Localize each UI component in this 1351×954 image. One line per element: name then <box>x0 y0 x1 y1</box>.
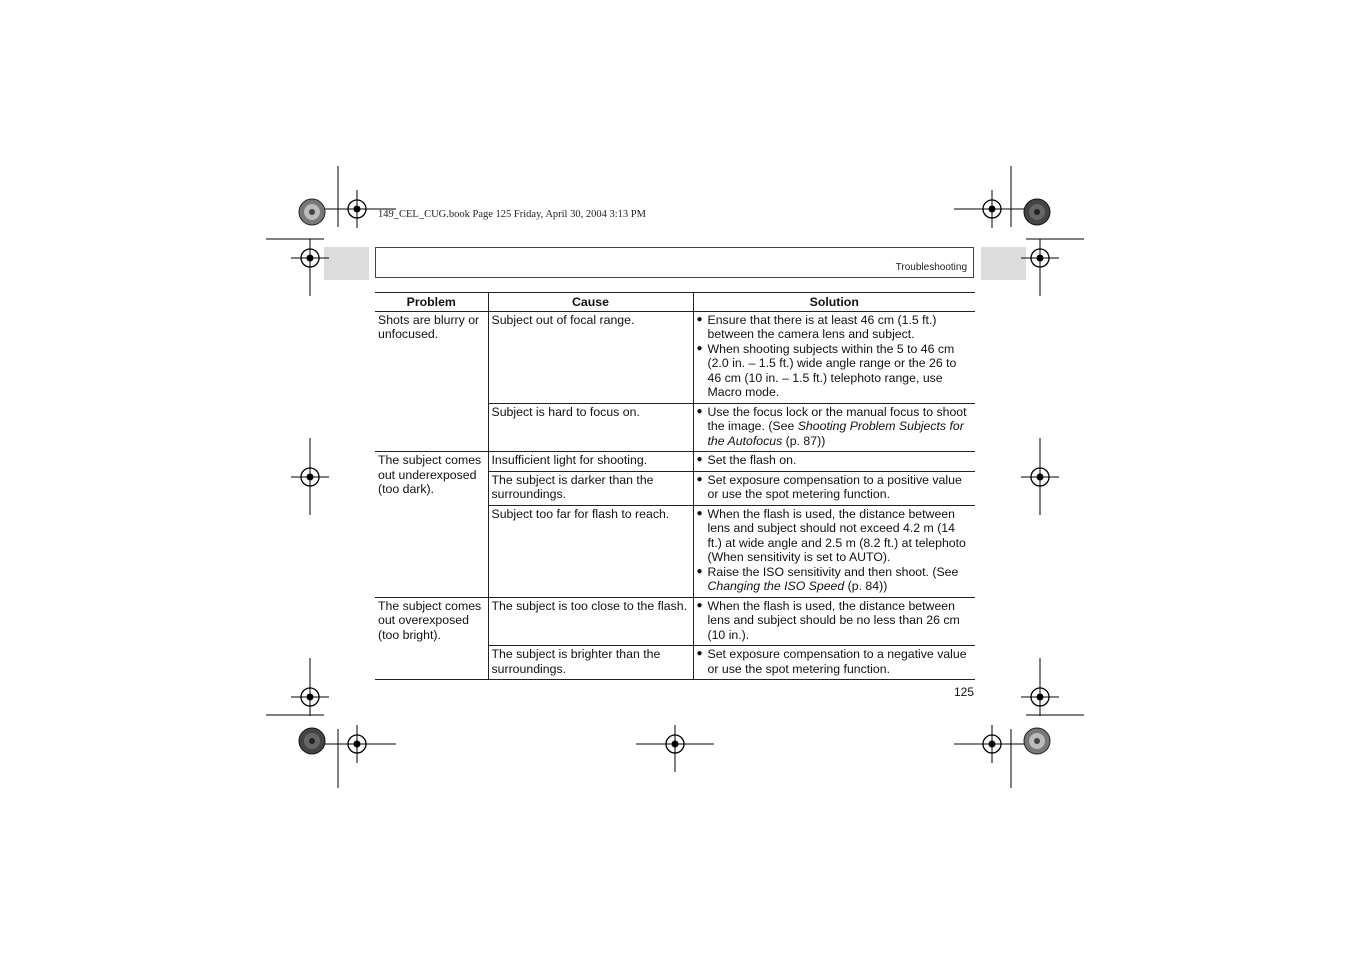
solution-cell <box>693 452 975 472</box>
problem-cell: The subject comes out underexposed (too dark). <box>375 452 488 598</box>
solution-item: ● Set exposure compensation to a negative value or use the spot metering function. <box>697 647 973 676</box>
solution-item: ● Set exposure compensation to a positive value or use the spot metering function. <box>697 473 973 502</box>
cause-cell: The subject is too close to the flash. <box>488 597 693 646</box>
header-cause: Cause <box>488 293 693 312</box>
solution-item: ● When the flash is used, the distance between lens and subject should be no less than 26 cm (10 in.). <box>697 599 973 643</box>
book-info-line: 149_CEL_CUG.book Page 125 Friday, April 30, 2004 3:13 PM <box>378 209 646 220</box>
table-row <box>375 452 975 472</box>
page-number: 125 <box>953 685 974 699</box>
solution-item: ● Set the flash on. <box>697 453 973 468</box>
header-solution: Solution <box>693 293 975 312</box>
cause-cell: Subject out of focal range. <box>488 311 693 403</box>
section-header-box <box>375 247 974 278</box>
problem-cell: The subject comes out overexposed (too bright). <box>375 597 488 680</box>
solution-item: ● Ensure that there is at least 46 cm (1.5 ft.) between the camera lens and subject. <box>697 313 973 342</box>
cause-cell: Insufficient light for shooting. <box>488 452 693 472</box>
solution-item: ● Use the focus lock or the manual focus to shoot the image. (See Shooting Problem Subjects for the Autofocus (p. 87)) <box>697 405 973 449</box>
solution-item: ● When the flash is used, the distance between lens and subject should not exceed 4.2 m (14 ft.) at wide angle and 2.5 m (8.2 ft.) at telephoto (When sensitivity is set to AUTO). <box>697 507 973 565</box>
solution-cell <box>693 403 975 452</box>
table-header-row <box>375 293 975 312</box>
solution-cell <box>693 311 975 403</box>
solution-cell <box>693 471 975 505</box>
table-row <box>375 311 975 403</box>
section-title: Troubleshooting <box>895 262 967 273</box>
header-problem: Problem <box>375 293 488 312</box>
solution-cell <box>693 505 975 597</box>
problem-cell: Shots are blurry or unfocused. <box>375 311 488 452</box>
right-gray-tab <box>981 247 1026 280</box>
left-gray-tab <box>324 247 369 280</box>
cause-cell: Subject is hard to focus on. <box>488 403 693 452</box>
cause-cell: The subject is brighter than the surroundings. <box>488 646 693 680</box>
solution-item: ● When shooting subjects within the 5 to 46 cm (2.0 in. – 1.5 ft.) wide angle range or the 26 to 46 cm (10 in. – 1.5 ft.) telephoto range, use Macro mode. <box>697 342 973 400</box>
cause-cell: The subject is darker than the surroundings. <box>488 471 693 505</box>
table-row <box>375 597 975 646</box>
solution-cell <box>693 646 975 680</box>
solution-item: ● Raise the ISO sensitivity and then shoot. (See Changing the ISO Speed (p. 84)) <box>697 565 973 594</box>
troubleshooting-table <box>375 292 975 680</box>
solution-cell <box>693 597 975 646</box>
cause-cell: Subject too far for flash to reach. <box>488 505 693 597</box>
